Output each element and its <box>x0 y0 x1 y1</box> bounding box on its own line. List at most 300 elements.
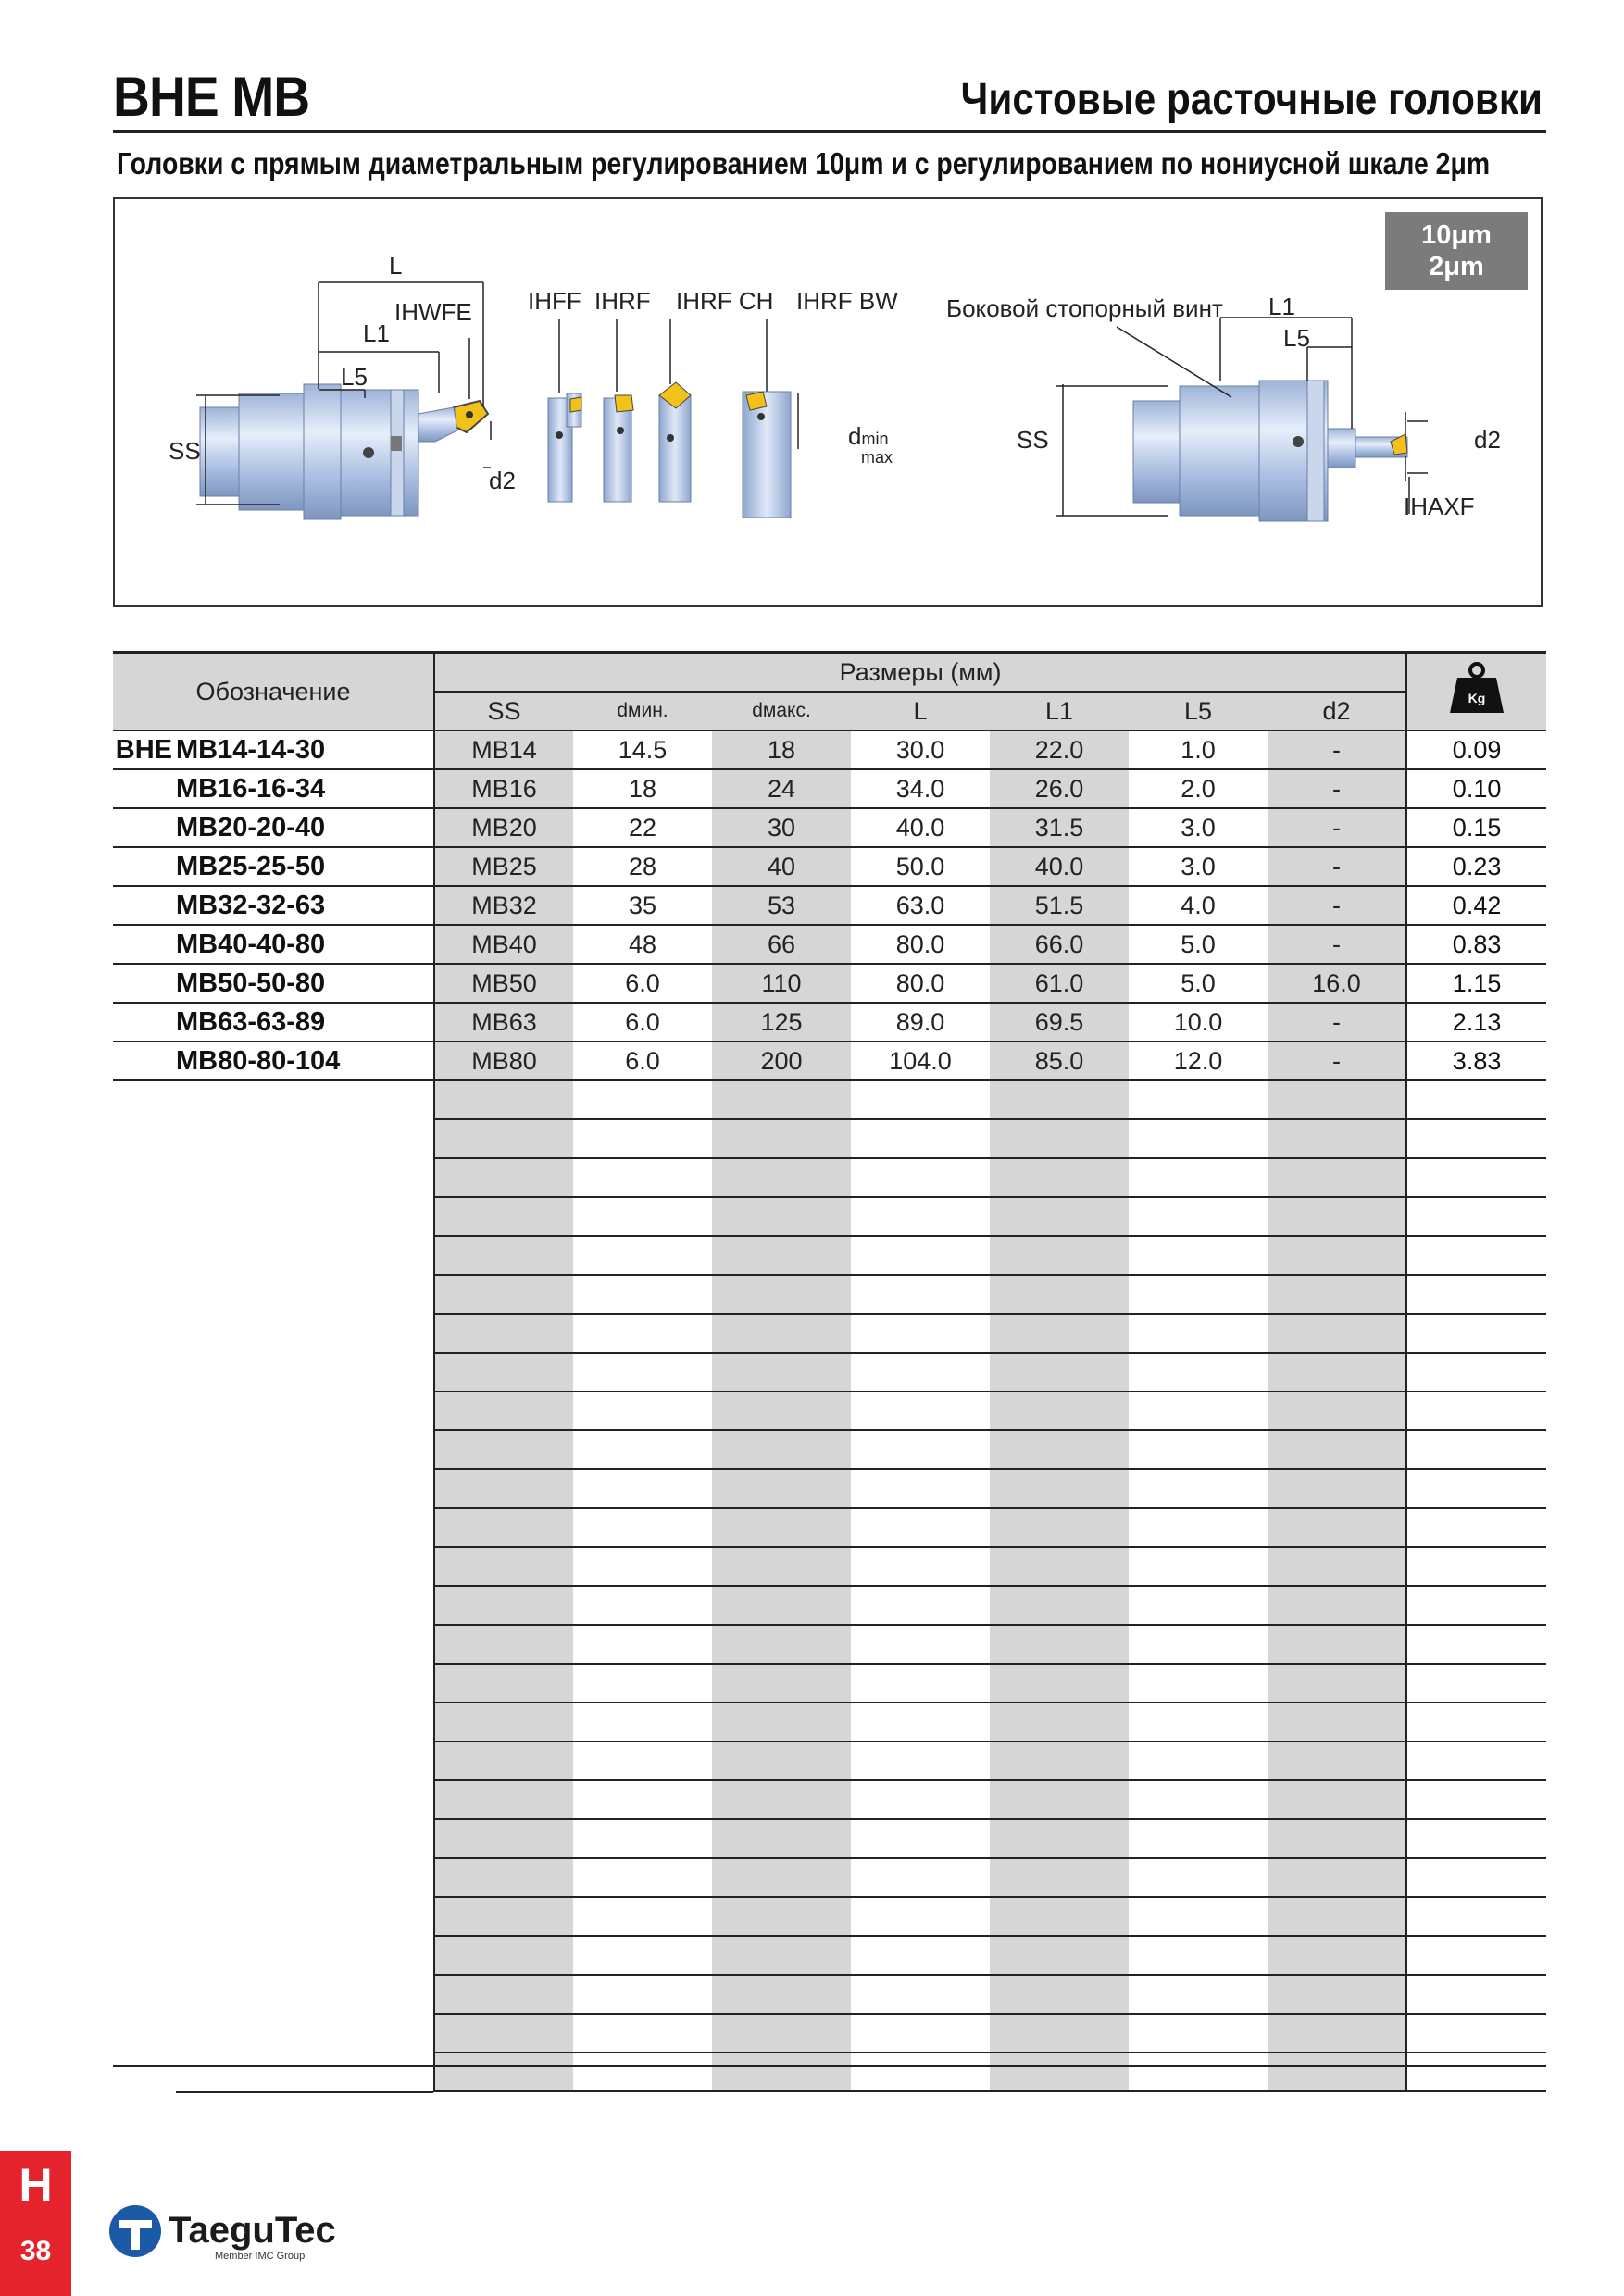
cell-l <box>851 1197 990 1236</box>
insert-cartridges <box>548 319 798 518</box>
cell-designation <box>113 769 434 808</box>
cell-dmin <box>573 1469 712 1508</box>
cell-l <box>851 1236 990 1275</box>
cell-d2 <box>1268 1625 1406 1664</box>
cell-d2: - <box>1268 769 1406 808</box>
cell-designation <box>113 925 434 964</box>
cell-dmax: 30 <box>712 808 851 847</box>
empty-table-row <box>113 1897 1546 1936</box>
empty-table-row <box>113 1158 1546 1197</box>
cell-d2 <box>1268 1936 1406 1975</box>
cell-l5: 5.0 <box>1129 964 1268 1003</box>
label-ihff: IHFF <box>528 287 581 315</box>
cell-dmin <box>573 1741 712 1780</box>
cell-l1: 85.0 <box>990 1042 1129 1080</box>
cell-designation <box>113 1275 434 1314</box>
cell-l5 <box>1129 1936 1268 1975</box>
cell-dmin <box>573 1586 712 1625</box>
cell-l <box>851 1119 990 1158</box>
cell-l1 <box>990 1780 1129 1819</box>
cell-ss <box>434 1586 573 1625</box>
cell-kg <box>1406 1586 1546 1625</box>
designation-value: MB16-16-34 <box>176 773 326 804</box>
cell-kg: 1.15 <box>1406 964 1546 1003</box>
empty-table-row <box>113 1314 1546 1353</box>
cell-dmin <box>573 1547 712 1586</box>
cell-l1 <box>990 1547 1129 1586</box>
cell-designation <box>113 1936 434 1975</box>
cell-d2: - <box>1268 808 1406 847</box>
cell-l1 <box>990 1975 1129 2014</box>
empty-table-row <box>113 1975 1546 2014</box>
cell-designation <box>113 1391 434 1430</box>
cell-l1 <box>990 1508 1129 1547</box>
cell-l <box>851 1547 990 1586</box>
cell-designation <box>113 1508 434 1547</box>
cell-dmin <box>573 1119 712 1158</box>
cell-l5 <box>1129 1080 1268 1119</box>
cell-dmin <box>573 2053 712 2091</box>
cell-dmax <box>712 1664 851 1703</box>
cell-dmax <box>712 1780 851 1819</box>
label-SS-right: SS <box>1017 426 1049 454</box>
cell-d2 <box>1268 2014 1406 2053</box>
cell-dmax <box>712 2053 851 2091</box>
table-row <box>113 964 1546 1003</box>
cell-l5 <box>1129 1508 1268 1547</box>
cell-designation <box>113 1430 434 1469</box>
designation-value: MB80-80-104 <box>176 1045 341 1076</box>
cell-l1 <box>990 1275 1129 1314</box>
cell-dmin <box>573 1353 712 1391</box>
empty-table-row <box>113 1741 1546 1780</box>
empty-table-row <box>113 1430 1546 1469</box>
cell-kg <box>1406 2014 1546 2053</box>
cell-dmax <box>712 1625 851 1664</box>
designation-value: MB25-25-50 <box>176 851 326 881</box>
cell-ss <box>434 1780 573 1819</box>
cell-kg <box>1406 1975 1546 2014</box>
cell-l <box>851 1741 990 1780</box>
cell-dmax <box>712 1391 851 1430</box>
section-letter: H <box>19 2159 53 2211</box>
cell-d2: - <box>1268 1042 1406 1080</box>
cell-l1 <box>990 1314 1129 1353</box>
label-ihrf-bw: IHRF BW <box>796 287 898 315</box>
cell-d2: - <box>1268 1003 1406 1042</box>
cell-designation <box>113 1897 434 1936</box>
col-l5: L5 <box>1129 692 1268 730</box>
cell-designation <box>113 1703 434 1741</box>
cell-dmax <box>712 1080 851 1119</box>
page-title: BHE MB <box>113 66 310 128</box>
cell-dmax <box>712 1858 851 1897</box>
boring-head-left <box>200 384 488 519</box>
cell-l <box>851 1080 990 1119</box>
cell-l1 <box>990 1625 1129 1664</box>
cell-dmax <box>712 1430 851 1469</box>
cell-ss <box>434 1080 573 1119</box>
cell-l: 104.0 <box>851 1042 990 1080</box>
cell-dmin <box>573 1858 712 1897</box>
designation-value: MB20-20-40 <box>176 812 326 842</box>
cell-d2 <box>1268 1314 1406 1353</box>
cell-l5 <box>1129 1664 1268 1703</box>
cell-l1 <box>990 1236 1129 1275</box>
cell-designation <box>113 847 434 886</box>
cell-d2 <box>1268 1664 1406 1703</box>
empty-table-row <box>113 1780 1546 1819</box>
cell-l <box>851 2053 990 2091</box>
title-rule <box>113 130 1546 133</box>
cell-designation <box>113 808 434 847</box>
cell-designation <box>113 1353 434 1391</box>
designation-value: MB40-40-80 <box>176 929 326 959</box>
cell-dmin <box>573 1508 712 1547</box>
cell-d2 <box>1268 1975 1406 2014</box>
cell-kg <box>1406 1819 1546 1858</box>
cell-dmax <box>712 1897 851 1936</box>
cell-designation <box>113 1741 434 1780</box>
cell-dmax <box>712 1508 851 1547</box>
cell-l1 <box>990 1430 1129 1469</box>
cell-l <box>851 1858 990 1897</box>
cell-dmax: 110 <box>712 964 851 1003</box>
cell-kg: 3.83 <box>1406 1042 1546 1080</box>
label-ihrf-ch: IHRF CH <box>676 287 774 315</box>
cell-dmax <box>712 1119 851 1158</box>
cell-l1: 31.5 <box>990 808 1129 847</box>
cell-d2 <box>1268 1158 1406 1197</box>
cell-d2 <box>1268 1236 1406 1275</box>
cell-l <box>851 1819 990 1858</box>
cell-kg <box>1406 1197 1546 1236</box>
label-ihwfe: IHWFE <box>394 298 472 326</box>
cell-kg: 2.13 <box>1406 1003 1546 1042</box>
cell-dmin <box>573 1080 712 1119</box>
cell-l1 <box>990 1469 1129 1508</box>
cell-dmin <box>573 1275 712 1314</box>
label-d2: d2 <box>489 467 516 494</box>
cell-l <box>851 1625 990 1664</box>
table-row <box>113 769 1546 808</box>
cell-designation <box>113 2014 434 2053</box>
cell-designation <box>113 1197 434 1236</box>
cell-dmax: 125 <box>712 1003 851 1042</box>
cell-dmin <box>573 1391 712 1430</box>
cell-dmin <box>573 1780 712 1819</box>
cell-dmax <box>712 1586 851 1625</box>
cell-ss <box>434 1858 573 1897</box>
cell-l5 <box>1129 1975 1268 2014</box>
cell-kg: 0.15 <box>1406 808 1546 847</box>
cell-l1 <box>990 1586 1129 1625</box>
section-tab <box>0 2151 71 2296</box>
cell-dmax: 40 <box>712 847 851 886</box>
cell-kg <box>1406 1469 1546 1508</box>
cell-kg: 0.23 <box>1406 847 1546 886</box>
cell-designation <box>113 1003 434 1042</box>
cell-l5: 5.0 <box>1129 925 1268 964</box>
cell-ss <box>434 2014 573 2053</box>
cell-kg <box>1406 1547 1546 1586</box>
cell-ss <box>434 1197 573 1236</box>
empty-table-row <box>113 2053 1546 2091</box>
cell-l5 <box>1129 1353 1268 1391</box>
cell-d2: - <box>1268 847 1406 886</box>
cell-ss <box>434 1664 573 1703</box>
precision-badge-line-2: 2μm <box>1429 252 1484 281</box>
cell-d2 <box>1268 1197 1406 1236</box>
cell-dmin <box>573 1936 712 1975</box>
col-dmin: dмин. <box>573 692 712 730</box>
cell-l5 <box>1129 1703 1268 1741</box>
cell-l <box>851 1430 990 1469</box>
cell-ss: MB16 <box>434 769 573 808</box>
cell-dmax <box>712 1936 851 1975</box>
cell-ss <box>434 1975 573 2014</box>
empty-table-row <box>113 1664 1546 1703</box>
cell-dmin: 18 <box>573 769 712 808</box>
cell-d2: - <box>1268 925 1406 964</box>
cell-l <box>851 1936 990 1975</box>
cell-ss <box>434 1703 573 1741</box>
header-weight <box>1406 653 1546 731</box>
cell-dmax: 66 <box>712 925 851 964</box>
cell-ss: MB25 <box>434 847 573 886</box>
cell-ss <box>434 2053 573 2091</box>
cell-l1: 69.5 <box>990 1003 1129 1042</box>
cell-ss <box>434 1897 573 1936</box>
empty-table-row <box>113 1703 1546 1741</box>
designation-value: MB63-63-89 <box>176 1006 326 1037</box>
cell-kg <box>1406 1625 1546 1664</box>
cell-d2 <box>1268 1819 1406 1858</box>
cell-l5 <box>1129 1897 1268 1936</box>
cell-dmax <box>712 1703 851 1741</box>
cell-designation <box>113 1975 434 2014</box>
cell-l5 <box>1129 2053 1268 2091</box>
cell-kg <box>1406 1703 1546 1741</box>
label-SS: SS <box>169 437 201 465</box>
cell-l <box>851 1314 990 1353</box>
cell-dmax <box>712 1314 851 1353</box>
cell-d2 <box>1268 1508 1406 1547</box>
cell-designation <box>113 1858 434 1897</box>
cell-l <box>851 1353 990 1391</box>
cell-designation <box>113 1819 434 1858</box>
cell-designation <box>113 1469 434 1508</box>
spec-table <box>113 651 1546 2092</box>
label-L: L <box>389 252 403 280</box>
cell-dmin: 6.0 <box>573 1042 712 1080</box>
cell-designation <box>113 1042 434 1080</box>
cell-designation <box>113 1586 434 1625</box>
cell-designation <box>113 1664 434 1703</box>
label-L5-right: L5 <box>1283 324 1310 352</box>
cell-l1: 40.0 <box>990 847 1129 886</box>
cell-dmin <box>573 1197 712 1236</box>
table-row <box>113 730 1546 769</box>
cell-dmax <box>712 1236 851 1275</box>
cell-dmin <box>573 1314 712 1353</box>
tool-drawing <box>113 199 1543 606</box>
empty-table-row <box>113 1936 1546 1975</box>
cell-designation <box>113 1236 434 1275</box>
empty-table-row <box>113 1469 1546 1508</box>
cell-l1 <box>990 2014 1129 2053</box>
cell-dmax <box>712 1158 851 1197</box>
cell-l5 <box>1129 1780 1268 1819</box>
cell-d2 <box>1268 1703 1406 1741</box>
taegutec-logo <box>106 2202 346 2271</box>
empty-table-row <box>113 1625 1546 1664</box>
cell-dmax: 53 <box>712 886 851 925</box>
table-row <box>113 847 1546 886</box>
cell-l1 <box>990 1897 1129 1936</box>
cell-l1 <box>990 1197 1129 1236</box>
cell-ss <box>434 1236 573 1275</box>
cell-l <box>851 1897 990 1936</box>
cell-ss: MB14 <box>434 730 573 769</box>
cell-kg <box>1406 1430 1546 1469</box>
table-row <box>113 1042 1546 1080</box>
cell-dmin: 6.0 <box>573 1003 712 1042</box>
cell-dmin <box>573 1897 712 1936</box>
cell-l5 <box>1129 1430 1268 1469</box>
label-L1-right: L1 <box>1268 293 1295 320</box>
cell-dmax <box>712 1275 851 1314</box>
cell-l <box>851 1158 990 1197</box>
cell-ss: MB63 <box>434 1003 573 1042</box>
empty-table-row <box>113 1391 1546 1430</box>
col-l1: L1 <box>990 692 1129 730</box>
cell-dmax <box>712 1469 851 1508</box>
cell-dmin <box>573 1819 712 1858</box>
cell-kg <box>1406 1741 1546 1780</box>
empty-table-row <box>113 2014 1546 2053</box>
cell-d2 <box>1268 1780 1406 1819</box>
cell-d2 <box>1268 1547 1406 1586</box>
cell-l: 30.0 <box>851 730 990 769</box>
cell-d2 <box>1268 1430 1406 1469</box>
cell-l1: 51.5 <box>990 886 1129 925</box>
table-row <box>113 1003 1546 1042</box>
page-subtitle: Головки с прямым диаметральным регулированием 10μm и с регулированием по нониусной шкале 2μm <box>117 146 1491 181</box>
cell-l <box>851 1391 990 1430</box>
cell-l1 <box>990 1703 1129 1741</box>
empty-table-row <box>113 1819 1546 1858</box>
empty-table-row <box>113 1080 1546 1119</box>
cell-ss <box>434 1469 573 1508</box>
cell-ss <box>434 1353 573 1391</box>
table-row <box>113 925 1546 964</box>
cell-d2 <box>1268 1080 1406 1119</box>
cell-ss <box>434 1314 573 1353</box>
cell-l5 <box>1129 1314 1268 1353</box>
cell-l <box>851 1586 990 1625</box>
cell-l5 <box>1129 1625 1268 1664</box>
col-d2: d2 <box>1268 692 1406 730</box>
col-l: L <box>851 692 990 730</box>
cell-kg <box>1406 1119 1546 1158</box>
cell-dmax: 24 <box>712 769 851 808</box>
designation-prefix: BHE <box>115 734 172 765</box>
cell-ss: MB50 <box>434 964 573 1003</box>
cell-d2 <box>1268 1275 1406 1314</box>
cell-l5: 2.0 <box>1129 769 1268 808</box>
cell-dmin: 14.5 <box>573 730 712 769</box>
designation-value: MB32-32-63 <box>176 890 326 920</box>
cell-kg <box>1406 1508 1546 1547</box>
cell-ss <box>434 1741 573 1780</box>
label-ihrf: IHRF <box>594 287 651 315</box>
cell-l1 <box>990 1158 1129 1197</box>
label-side-screw: Боковой стопорный винт <box>946 294 1223 322</box>
cell-d2 <box>1268 1119 1406 1158</box>
cell-d2: 16.0 <box>1268 964 1406 1003</box>
cell-l <box>851 1703 990 1741</box>
cell-d2 <box>1268 1858 1406 1897</box>
cell-d2: - <box>1268 886 1406 925</box>
cell-d2: - <box>1268 730 1406 769</box>
cell-designation <box>113 1119 434 1158</box>
table-row <box>113 808 1546 847</box>
cell-dmax <box>712 1741 851 1780</box>
cell-designation <box>113 1780 434 1819</box>
cell-d2 <box>1268 1897 1406 1936</box>
cell-kg <box>1406 1897 1546 1936</box>
section-title: Чистовые расточные головки <box>960 75 1543 124</box>
cell-l5 <box>1129 1741 1268 1780</box>
cell-l1 <box>990 1819 1129 1858</box>
cell-l5 <box>1129 1391 1268 1430</box>
cell-l1 <box>990 1080 1129 1119</box>
cell-l5: 4.0 <box>1129 886 1268 925</box>
empty-table-row <box>113 1197 1546 1236</box>
cell-l5 <box>1129 1158 1268 1197</box>
cell-ss <box>434 1508 573 1547</box>
table-row <box>113 886 1546 925</box>
cell-l <box>851 2014 990 2053</box>
row-rule <box>176 2091 433 2093</box>
cell-ss: MB40 <box>434 925 573 964</box>
header-dimensions-group: Размеры (мм) <box>434 653 1406 693</box>
cell-l5 <box>1129 1586 1268 1625</box>
cell-l: 80.0 <box>851 925 990 964</box>
cell-l1: 22.0 <box>990 730 1129 769</box>
empty-table-row <box>113 1236 1546 1275</box>
cell-l1: 61.0 <box>990 964 1129 1003</box>
designation-value: MB50-50-80 <box>176 967 326 998</box>
cell-designation <box>113 1158 434 1197</box>
cell-l <box>851 1664 990 1703</box>
cell-l5: 12.0 <box>1129 1042 1268 1080</box>
cell-l5 <box>1129 1819 1268 1858</box>
cell-l1 <box>990 1391 1129 1430</box>
precision-badge-line-1: 10μm <box>1421 220 1492 250</box>
cell-designation <box>113 2053 434 2091</box>
empty-table-row <box>113 1508 1546 1547</box>
cell-l1: 26.0 <box>990 769 1129 808</box>
boring-head-right <box>1133 381 1407 521</box>
cell-dmax <box>712 1197 851 1236</box>
cell-dmax <box>712 1975 851 2014</box>
cell-l1 <box>990 1119 1129 1158</box>
cell-designation <box>113 730 434 769</box>
cell-dmin <box>573 1703 712 1741</box>
cell-l5 <box>1129 1469 1268 1508</box>
